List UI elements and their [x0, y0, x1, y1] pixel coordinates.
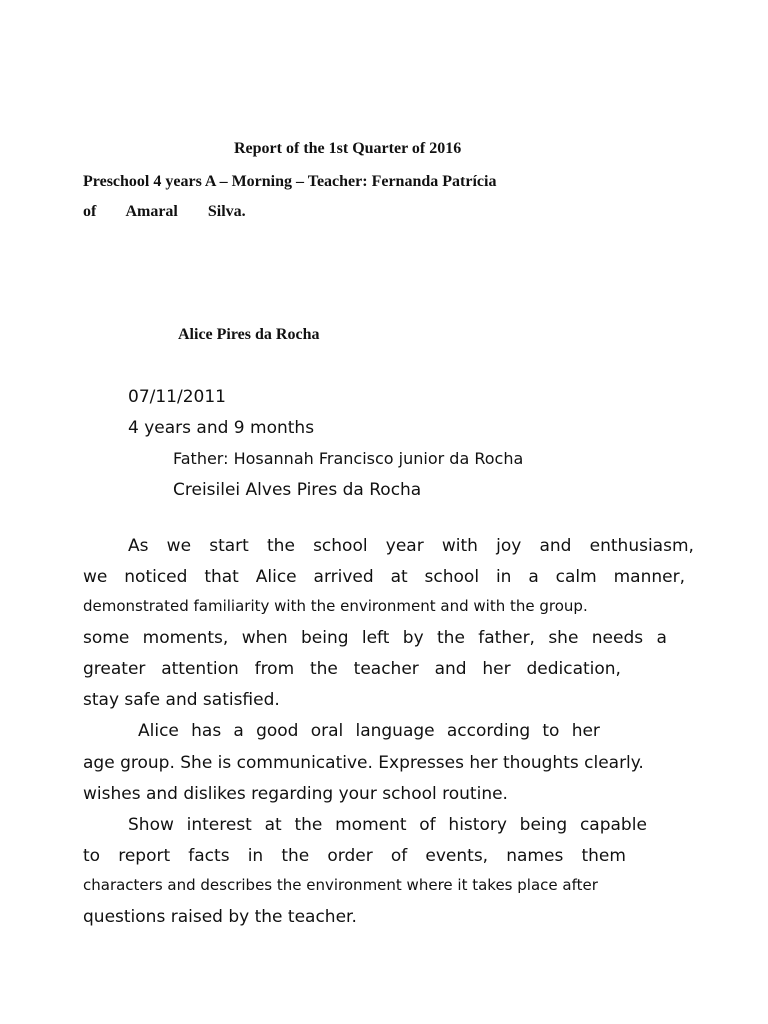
- word: father,: [478, 628, 535, 648]
- word: in: [247, 846, 264, 866]
- paragraph-2-line-2: age group. She is communicative. Expresses her thoughts clearly.: [83, 753, 644, 773]
- paragraph-1-line-3: demonstrated familiarity with the environment and with the group.: [83, 597, 588, 615]
- word: history: [448, 815, 507, 835]
- word: her: [571, 721, 600, 741]
- word: we: [166, 536, 192, 556]
- word: calm: [555, 567, 597, 587]
- student-name: Alice Pires da Rocha: [178, 326, 320, 343]
- birth-date: 07/11/2011: [128, 387, 226, 407]
- word: of: [390, 846, 408, 866]
- paragraph-1-line-1: [128, 538, 694, 555]
- word: As: [128, 536, 149, 556]
- word: language: [355, 721, 435, 741]
- word: good: [256, 721, 299, 741]
- word: and: [434, 659, 467, 679]
- word: dedication,: [526, 659, 621, 679]
- word: and: [539, 536, 572, 556]
- mother-name: Creisilei Alves Pires da Rocha: [173, 480, 422, 500]
- word: moment: [335, 815, 407, 835]
- word: school: [313, 536, 368, 556]
- word: joy: [496, 536, 522, 556]
- class-line-2: of Amaral Silva.: [83, 203, 246, 220]
- word: in: [495, 567, 512, 587]
- word: order: [327, 846, 373, 866]
- paragraph-3-line-2: [83, 848, 626, 865]
- word: that: [204, 567, 239, 587]
- word: a: [233, 721, 244, 741]
- word: we: [83, 567, 108, 587]
- word: of: [419, 815, 436, 835]
- word: greater: [83, 659, 146, 679]
- word: from: [254, 659, 295, 679]
- word: year: [385, 536, 424, 556]
- word: when: [241, 628, 288, 648]
- paragraph-1-line-5: [83, 661, 621, 678]
- word: to: [83, 846, 101, 866]
- word: interest: [186, 815, 252, 835]
- word: names: [506, 846, 564, 866]
- word: with: [441, 536, 478, 556]
- paragraph-2-line-3: wishes and dislikes regarding your school routine.: [83, 784, 508, 804]
- word: noticed: [124, 567, 188, 587]
- word: a: [528, 567, 539, 587]
- word: moments,: [142, 628, 229, 648]
- word: oral: [310, 721, 344, 741]
- word: she: [548, 628, 579, 648]
- paragraph-1-line-6: stay safe and satisfied.: [83, 690, 280, 710]
- word: needs: [591, 628, 644, 648]
- word: left: [361, 628, 390, 648]
- paragraph-3-line-1: [128, 817, 647, 834]
- word: being: [519, 815, 568, 835]
- paragraph-1-line-4: [83, 630, 667, 647]
- word: Show: [128, 815, 174, 835]
- word: arrived: [313, 567, 374, 587]
- father-name: Father: Hosannah Francisco junior da Rocha: [173, 449, 524, 468]
- report-title: Report of the 1st Quarter of 2016: [234, 140, 462, 157]
- paragraph-3-line-3: characters and describes the environment where it takes place after: [83, 876, 598, 894]
- word: a: [656, 628, 667, 648]
- word: her: [482, 659, 511, 679]
- word: the: [309, 659, 338, 679]
- word: to: [542, 721, 560, 741]
- paragraph-1-line-2: [83, 569, 685, 586]
- word: Alice: [138, 721, 179, 741]
- class-line-1: Preschool 4 years A – Morning – Teacher: Fernanda Patrícia: [83, 173, 497, 190]
- word: at: [390, 567, 408, 587]
- word: teacher: [353, 659, 419, 679]
- word: the: [437, 628, 465, 648]
- word: the: [281, 846, 310, 866]
- word: attention: [161, 659, 239, 679]
- word: events,: [425, 846, 489, 866]
- paragraph-2-line-1: [138, 723, 600, 740]
- word: the: [267, 536, 295, 556]
- word: by: [402, 628, 424, 648]
- word: being: [300, 628, 349, 648]
- student-age: 4 years and 9 months: [128, 418, 315, 438]
- word: enthusiasm,: [589, 536, 694, 556]
- word: school: [424, 567, 480, 587]
- word: manner,: [613, 567, 685, 587]
- word: some: [83, 628, 130, 648]
- word: has: [191, 721, 222, 741]
- word: at: [264, 815, 282, 835]
- word: according: [446, 721, 531, 741]
- paragraph-3-line-4: questions raised by the teacher.: [83, 907, 357, 927]
- word: facts: [188, 846, 230, 866]
- word: the: [294, 815, 323, 835]
- word: Alice: [255, 567, 297, 587]
- word: start: [209, 536, 249, 556]
- word: report: [118, 846, 171, 866]
- word: them: [581, 846, 626, 866]
- word: capable: [579, 815, 647, 835]
